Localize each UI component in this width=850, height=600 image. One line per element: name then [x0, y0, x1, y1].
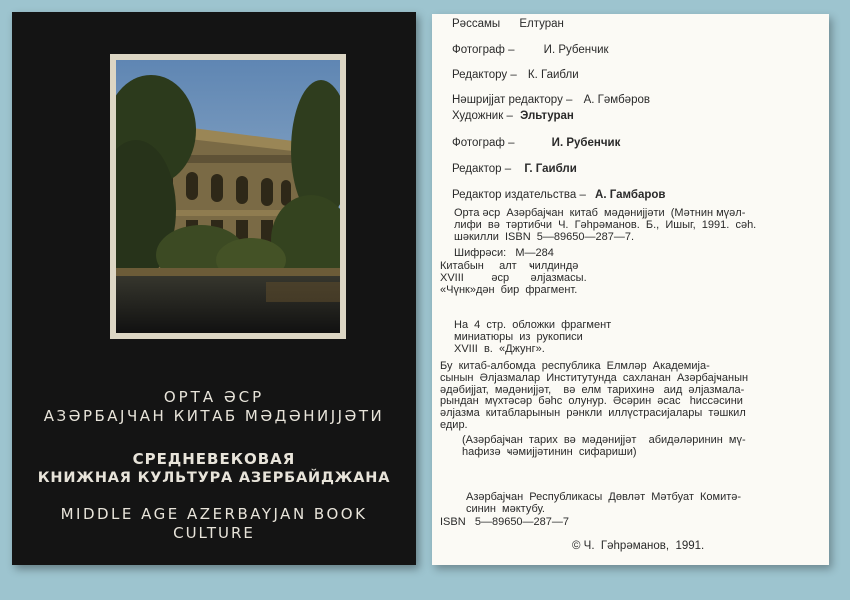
credit-name: Г. Гаибли — [524, 163, 577, 175]
credit-editor-az — [452, 69, 579, 82]
credit-name: А. Гәмбәров — [583, 94, 650, 106]
credit-role: Рәссамы — [452, 18, 501, 30]
cover-title-ru-line2: КНИЖНАЯ КУЛЬТУРА АЗЕРБАЙДЖАНА — [37, 470, 391, 486]
credit-artist-az — [452, 18, 564, 31]
abstract-note: (Азәрбајҹан тарих вә мәдәнијјәт абидәләринин мү- һафизә ҹәмијјәтинин сифариши) — [462, 434, 746, 458]
credit-role: Нәшријјат редактору – — [452, 94, 573, 106]
credit-role: Художник – — [452, 110, 513, 122]
credit-name: К. Гаибли — [527, 69, 579, 81]
library-code: Шифрәси: М—284 — [454, 247, 554, 259]
cover-title-ru-line1: СРЕДНЕВЕКОВАЯ — [132, 450, 296, 468]
credit-artist-ru — [452, 110, 574, 123]
credit-role: Редактору – — [452, 69, 517, 81]
credit-publishing-editor-az — [452, 94, 650, 107]
book-cover — [12, 12, 416, 565]
imprint-page — [432, 14, 829, 565]
credit-role: Фотограф – — [452, 44, 515, 56]
credit-name: И. Рубенчик — [543, 44, 609, 56]
cover-title-en-line2: CULTURE — [173, 524, 255, 542]
credit-name: И. Рубенчик — [551, 137, 621, 149]
credit-photographer-ru — [452, 137, 620, 150]
cover-title-en-line1: MIDDLE AGE AZERBAYJAN BOOK — [60, 505, 368, 523]
credit-role: Фотограф – — [452, 137, 515, 149]
abstract-text: Бу китаб-албомда республика Елмләр Академија- сынын Әлјазмалар Институтунда сахланан Азәрбајҹанын әдәбијјат, мәдәнијјәт, вә елм тарихинә аид әлјазмала- рындан мүхтәсәр бәһс олунур. Әсәрин әсас һиссәсини әлјазма китабларынын рәнкли иллүстрасијалары тәшкил едир. — [440, 360, 749, 431]
credit-role: Редактор издательства – — [452, 189, 586, 201]
credit-role: Редактор – — [452, 163, 512, 175]
book-description: Орта әср Азәрбајҹан китаб мәдәнијјәти (Мәтнин мүәл- лифи вә тәртибчи Ч. Гәһрәманов. Б., Ишыг, 1991. сәһ. шәкилли ISBN 5—89650—287—7. — [454, 207, 757, 243]
cover-title-az-line2: АЗӘРБАЈЧАН КИТАБ МӘДӘНИЈЈӘТИ — [43, 407, 385, 425]
cover-photo — [116, 60, 340, 333]
copyright: © Ч. Гәһрәманов, 1991. — [572, 540, 705, 552]
credit-publishing-editor-ru — [452, 189, 665, 202]
cover-note-az: Китабын алт ҹилдиндә XVIII әср әлјазмасы. «Чүнк»дән бир фрагмент. — [440, 260, 587, 296]
credit-name: Елтуран — [519, 18, 564, 30]
credit-editor-ru — [452, 163, 577, 176]
isbn: ISBN 5—89650—287—7 — [440, 516, 570, 528]
cover-note-ru: На 4 стр. обложки фрагмент миниатюры из рукописи XVIII в. «Джунг». — [454, 319, 612, 355]
credit-name: А. Гамбаров — [595, 189, 666, 201]
cover-photo-frame — [110, 54, 346, 339]
publisher-line: Азәрбајҹан Республикасы Дөвләт Мәтбуат Комитә- синин мәктубу. — [466, 491, 742, 515]
credit-name: Эльтуран — [520, 110, 574, 122]
cover-title-az-line1: ОРТА ӘСР — [163, 388, 265, 406]
credit-photographer-az — [452, 44, 609, 57]
building-photo-illustration — [116, 60, 340, 333]
